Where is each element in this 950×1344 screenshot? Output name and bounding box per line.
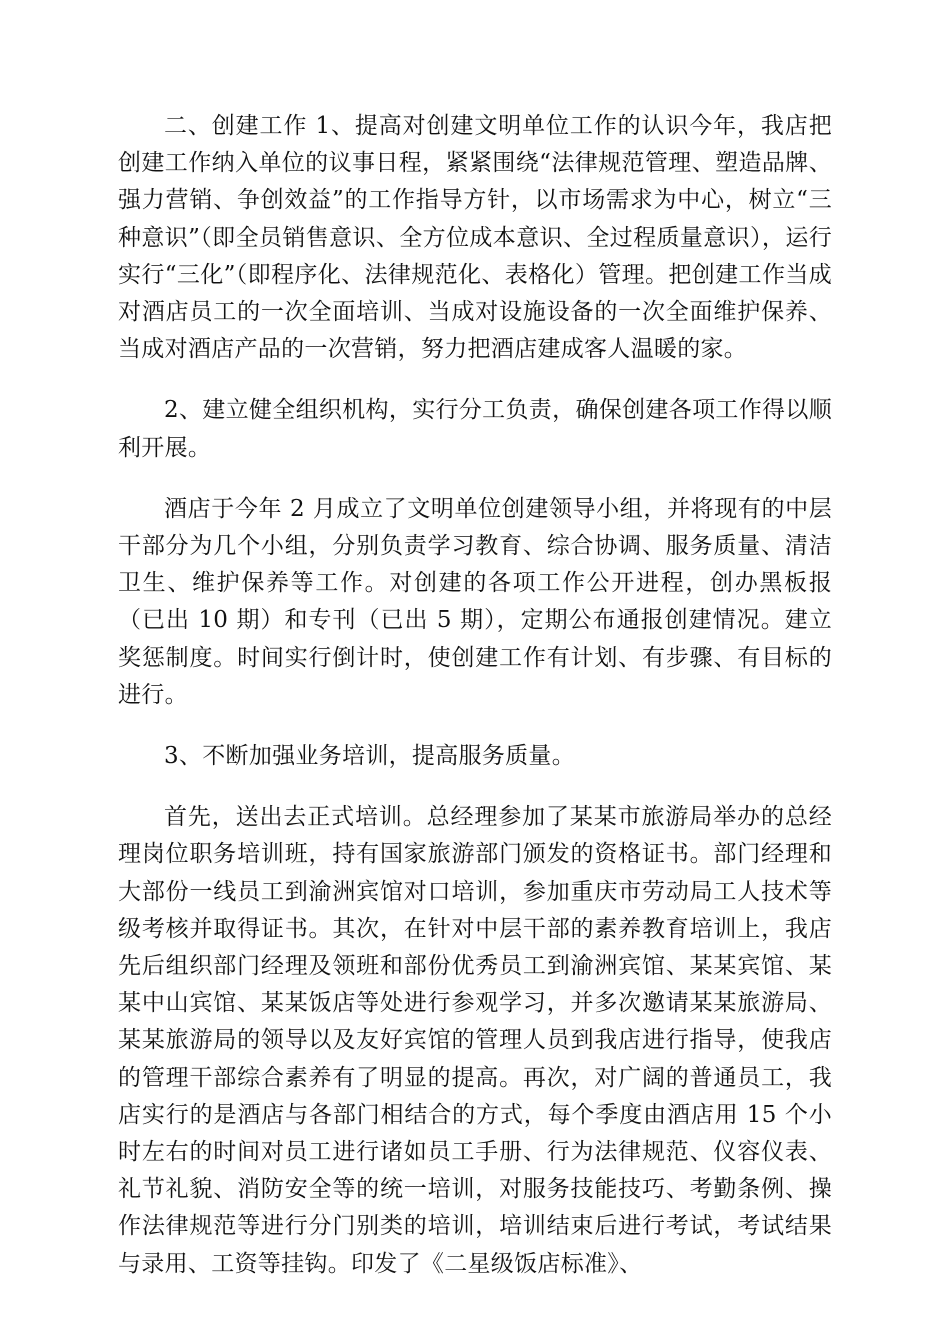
paragraph-creation-work: 二、创建工作 1、提高对创建文明单位工作的认识今年，我店把创建工作纳入单位的议事日程，紧紧围绕“法律规范管理、塑造品牌、强力营销、争创效益”的工作指导方针，以市场需求为中心，树立“三种意识”（即全员销售意识、全方位成本意识、全过程质量意识），运行实行“三化”（即程序化、法律规范化、表格化）管理。把创建工作当成对酒店员工的一次全面培训、当成对设施设备的一次全面维护保养、当成对酒店产品的一次营销，努力把酒店建成客人温暖的家。: [118, 113, 832, 363]
document-body: [118, 108, 832, 1283]
paragraph-training-heading: 3、不断加强业务培训，提高服务质量。: [164, 743, 576, 770]
paragraph-leadership-group: 酒店于今年 2 月成立了文明单位创建领导小组，并将现有的中层干部分为几个小组，分别负责学习教育、综合协调、服务质量、清洁卫生、维护保养等工作。对创建的各项工作公开进程，创办黑板报（已出 10 期）和专刊（已出 5 期），定期公布通报创建情况。建立奖惩制度。时间实行倒计时，使创建工作有计划、有步骤、有目标的进行。: [118, 495, 832, 708]
paragraph-organization-heading: 2、建立健全组织机构，实行分工负责，确保创建各项工作得以顺利开展。: [118, 397, 832, 461]
paragraph-training-details: 首先，送出去正式培训。总经理参加了某某市旅游局举办的总经理岗位职务培训班，持有国家旅游部门颁发的资格证书。部门经理和大部份一线员工到渝洲宾馆对口培训，参加重庆市劳动局工人技术等级考核并取得证书。其次，在针对中层干部的素养教育培训上，我店先后组织部门经理及领班和部份优秀员工到渝洲宾馆、某某宾馆、某某中山宾馆、某某饭店等处进行参观学习，并多次邀请某某旅游局、某某旅游局的领导以及友好宾馆的管理人员到我店进行指导，使我店的管理干部综合素养有了明显的提高。再次，对广阔的普通员工，我店实行的是酒店与各部门相结合的方式，每个季度由酒店用 15 个小时左右的时间对员工进行诸如员工手册、行为法律规范、仪容仪表、礼节礼貌、消防安全等的统一培训，对服务技能技巧、考勤条例、操作法律规范等进行分门别类的培训，培训结束后进行考试，考试结果与录用、工资等挂钩。印发了《二星级饭店标准》、: [118, 804, 832, 1277]
